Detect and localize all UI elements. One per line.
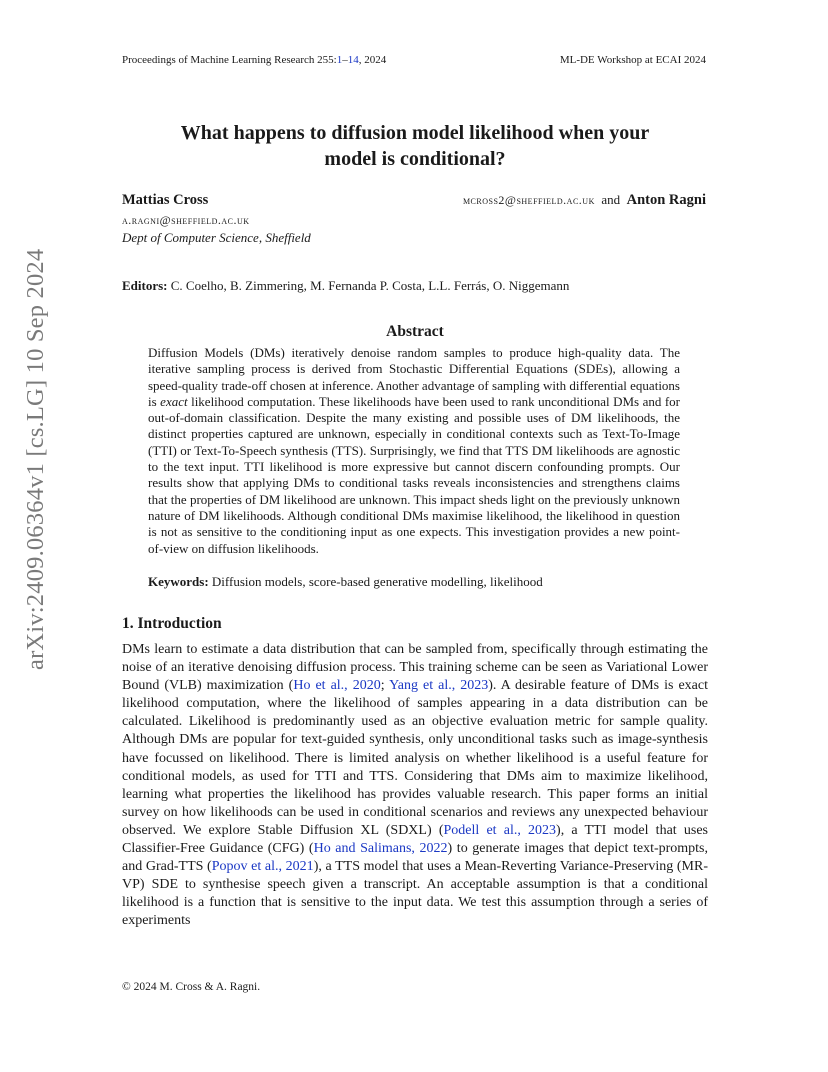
intro-text-4: ) to generate images that depict text-prompts, and Grad-TTS ( <box>122 841 709 875</box>
affiliation: Dept of Computer Science, Sheffield <box>122 230 311 245</box>
intro-text-2: ). A desirable feature of DMs is exact likelihood computation, where the likelihood of samples appearing in a data distribution can be calculated. Likelihood is predominantly used as an objective evaluation metric for sample quality. Although DMs are popular for text-guided synthesis, only unconditional tasks such as image-synthesis have focussed on likelihood. There is limited analysis on whether likelihood is a useful feature for conditional models, as used for TTI and TTS. Considering that DMs aim to maximize likelihood, learning what properties the likelihood has provides valuable research. This paper forms an initial survey on how likelihoods can be used in conditional scenarios and reviews any unexpected behaviour observed. We explore Stable Diffusion XL (SDXL) ( <box>122 678 708 838</box>
citation-popov-2021[interactable]: Popov et al., 2021 <box>211 859 314 875</box>
editors-names: C. Coelho, B. Zimmering, M. Fernanda P. Costa, L.L. Ferrás, O. Niggemann <box>170 278 570 293</box>
copyright-footer: © 2024 M. Cross & A. Ragni. <box>122 981 261 993</box>
citation-yang-2023[interactable]: Yang et al., 2023 <box>389 678 489 694</box>
running-header-right: ML-DE Workshop at ECAI 2024 <box>559 54 706 66</box>
title-line-2: model is conditional? <box>324 148 506 170</box>
author-2-email[interactable]: a.ragni@sheffield.ac.uk <box>122 213 250 227</box>
title-line-1: What happens to diffusion model likelihood when your <box>180 122 650 144</box>
author-conjunction: and <box>601 192 621 207</box>
abstract-heading: Abstract <box>386 323 444 340</box>
last-page-link[interactable]: 14 <box>347 54 359 66</box>
citation-ho-2020[interactable]: Ho et al., 2020 <box>293 678 381 694</box>
author-2-name: Anton Ragni <box>626 192 706 208</box>
intro-text-3: ), a TTI model that uses Classifier-Free Guidance (CFG) ( <box>122 822 708 857</box>
author-1-name: Mattias Cross <box>122 192 209 208</box>
editors-line <box>122 278 569 294</box>
author-line-right <box>463 192 706 209</box>
keywords-list: Diffusion models, score-based generative modelling, likelihood <box>211 574 543 589</box>
intro-text-5: ), a TTS model that uses a Mean-Reverting Variance-Preserving (MR-VP) SDE to synthesise speech given a transcript. An acceptable assumption is that a conditional likelihood is a function that is sensitive to the input data. We test this assumption through a series of experiments <box>122 859 708 929</box>
keywords-label: Keywords: <box>148 574 209 589</box>
introduction-paragraph <box>122 641 708 931</box>
header-page-range-dash: – <box>342 54 348 66</box>
abstract-body <box>148 345 680 557</box>
citation-ho-salimans-2022[interactable]: Ho and Salimans, 2022 <box>313 841 448 857</box>
editors-label: Editors: <box>122 278 168 293</box>
keywords-line <box>148 574 543 590</box>
header-year: , 2024 <box>358 54 387 66</box>
arxiv-sidebar-stamp: arXiv:2409.06364v1 [cs.LG] 10 Sep 2024 <box>22 248 49 670</box>
author-1-email[interactable]: mcross2@sheffield.ac.uk <box>462 193 595 207</box>
citation-podell-2023[interactable]: Podell et al., 2023 <box>443 822 557 838</box>
header-venue-text: Proceedings of Machine Learning Research 255: <box>122 54 337 66</box>
running-header-left <box>122 54 386 66</box>
section-heading-introduction: 1. Introduction <box>122 615 222 632</box>
paper-title <box>122 120 708 172</box>
abstract-emphasis: exact <box>160 393 188 409</box>
citation-separator: ; <box>380 678 390 694</box>
intro-text-1: DMs learn to estimate a data distribution that can be sampled from, specifically through estimating the noise of an iterative denoising diffusion process. This training scheme can be seen as Variational Lower Bound (VLB) maximization ( <box>122 642 708 694</box>
first-page-link[interactable]: 1 <box>336 54 343 66</box>
abstract-text-part-2: likelihood computation. These likelihoods have been used to rank unconditional DMs and for out-of-domain classification. Despite the many existing and possible uses of DM likelihoods, the distinct properties captured are unknown, especially in conditional contexts such as Text-To-Image (TTI) or Text-To-Speech synthesis (TTS). Surprisingly, we find that TTS DM likelihoods are agnostic to the text input. TTI likelihood is more expressive but cannot discern confounding prompts. Our results show that applying DMs to conditional tasks reveals inconsistencies and strengthens claims that the properties of DM likelihood are unknown. This impact sheds light on the previously unknown nature of DM likelihoods. Although conditional DMs maximise likelihood, the likelihood in question is not as sensitive to the conditioning input as one expects. This investigation provides a new point-of-view on diffusion likelihoods. <box>148 393 681 556</box>
abstract-text-part-1: Diffusion Models (DMs) iteratively denoise random samples to produce high-quality data. The iterative sampling process is derived from Stochastic Differential Equations (SDEs), allowing a speed-quality trade-off chosen at inference. Another advantage of sampling with differential equations is <box>148 345 680 409</box>
